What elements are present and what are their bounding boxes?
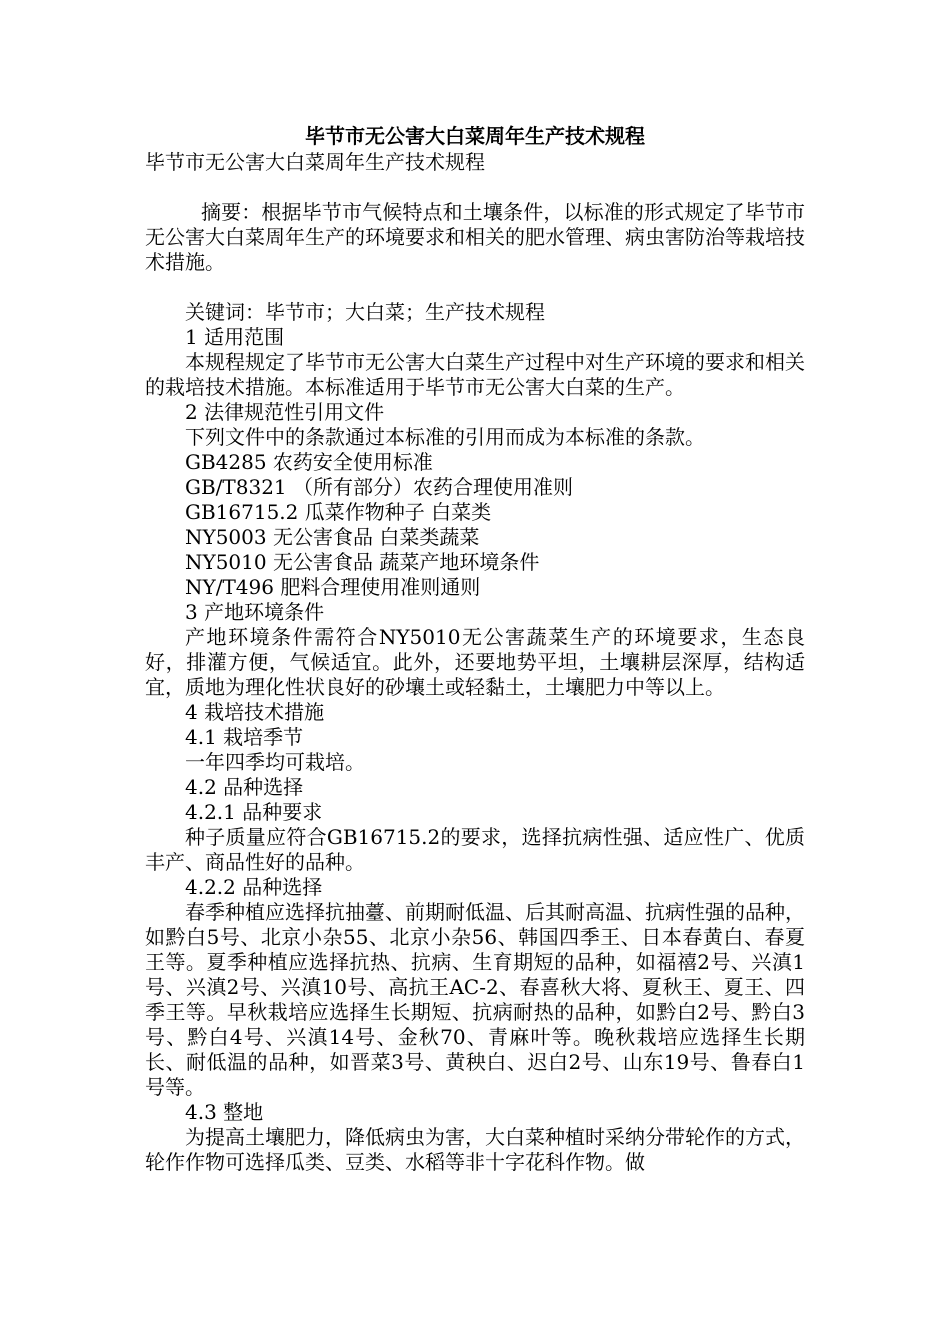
spacer: [145, 275, 805, 300]
abstract: 摘要：根据毕节市气候特点和土壤条件，以标准的形式规定了毕节市无公害大白菜周年生产的环境要求和相关的肥水管理、病虫害防治等栽培技术措施。: [145, 200, 805, 274]
reference-item: GB/T8321 （所有部分）农药合理使用准则: [185, 475, 574, 499]
section-heading-3: 3 产地环境条件: [185, 600, 325, 624]
reference-item: GB4285 农药安全使用标准: [185, 450, 433, 474]
section-text-4-1: 一年四季均可栽培。: [185, 750, 365, 774]
reference-item: NY/T496 肥料合理使用准则通则: [185, 575, 481, 599]
reference-item: GB16715.2 瓜菜作物种子 白菜类: [185, 500, 492, 524]
reference-item: NY5010 无公害食品 蔬菜产地环境条件: [185, 550, 540, 574]
section-heading-4-3: 4.3 整地: [185, 1100, 264, 1124]
section-heading-4-2-2: 4.2.2 品种选择: [185, 875, 323, 899]
section-heading-2: 2 法律规范性引用文件: [185, 400, 385, 424]
section-text-4-3: 为提高土壤肥力，降低病虫为害，大白菜种植时采纳分带轮作的方式，轮作作物可选择瓜类、豆类、水稻等非十字花科作物。做: [145, 1125, 805, 1174]
keywords: 关键词：毕节市；大白菜；生产技术规程: [185, 300, 545, 324]
reference-item: NY5003 无公害食品 白菜类蔬菜: [185, 525, 480, 549]
section-text-1: 本规程规定了毕节市无公害大白菜生产过程中对生产环境的要求和相关的栽培技术措施。本标准适用于毕节市无公害大白菜的生产。: [145, 350, 805, 399]
section-heading-4-1: 4.1 栽培季节: [185, 725, 304, 749]
section-text-2: 下列文件中的条款通过本标准的引用而成为本标准的条款。: [185, 425, 705, 449]
section-heading-4-2: 4.2 品种选择: [185, 775, 304, 799]
spacer: [145, 175, 805, 200]
section-heading-4: 4 栽培技术措施: [185, 700, 325, 724]
section-text-3: 产地环境条件需符合NY5010无公害蔬菜生产的环境要求，生态良好，排灌方便，气候适宜。此外，还要地势平坦，土壤耕层深厚，结构适宜，质地为理化性状良好的砂壤土或轻黏土，土壤肥力中等以上。: [145, 625, 805, 699]
document-page: [145, 122, 805, 1175]
document-title: 毕节市无公害大白菜周年生产技术规程: [305, 124, 645, 148]
section-text-4-2-2: 春季种植应选择抗抽薹、前期耐低温、后其耐高温、抗病性强的品种，如黔白5号、北京小杂55、北京小杂56、韩国四季王、日本春黄白、春夏王等。夏季种植应选择抗热、抗病、生育期短的品种，如福禧2号、兴滇1号、兴滇2号、兴滇10号、高抗王AC-2、春喜秋大将、夏秋王、夏王、四季王等。早秋栽培应选择生长期短、抗病耐热的品种，如黔白2号、黔白3号、黔白4号、兴滇14号、金秋70、青麻叶等。晚秋栽培应选择生长期长、耐低温的品种，如晋菜3号、黄秧白、迟白2号、山东19号、鲁春白1号等。: [145, 900, 805, 1099]
section-heading-1: 1 适用范围: [185, 325, 285, 349]
section-heading-4-2-1: 4.2.1 品种要求: [185, 800, 323, 824]
document-subtitle: 毕节市无公害大白菜周年生产技术规程: [145, 150, 485, 174]
section-text-4-2-1: 种子质量应符合GB16715.2的要求，选择抗病性强、适应性广、优质丰产、商品性好的品种。: [145, 825, 805, 874]
